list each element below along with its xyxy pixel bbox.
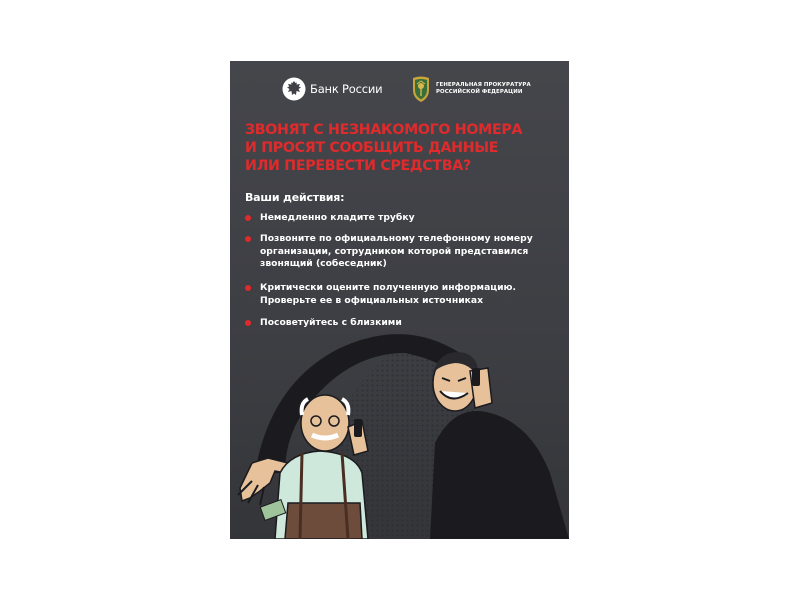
actions-title: Ваши действия: bbox=[245, 191, 345, 204]
old-man-head bbox=[301, 395, 349, 451]
old-man-trousers bbox=[285, 503, 362, 539]
headline-line-2: И ПРОСЯТ СООБЩИТЬ ДАННЫЕ bbox=[245, 140, 499, 156]
action-text bbox=[260, 282, 550, 307]
action-line: Немедленно кладите трубку bbox=[260, 212, 415, 223]
headline-line-1: ЗВОНЯТ С НЕЗНАКОМОГО НОМЕРА bbox=[245, 122, 523, 138]
prosecutor-office-name bbox=[436, 82, 546, 96]
cbr-eagle-icon bbox=[282, 77, 306, 101]
bullet-icon bbox=[245, 236, 251, 242]
logo-row bbox=[230, 75, 569, 107]
action-line: Проверьте ее в официальных источниках bbox=[260, 294, 484, 306]
old-man-phone-icon bbox=[354, 419, 362, 437]
action-line: организации, сотрудником которой представился bbox=[260, 245, 529, 257]
headline-line-3: ИЛИ ПЕРЕВЕСТИ СРЕДСТВА? bbox=[245, 158, 471, 174]
action-text bbox=[260, 212, 550, 225]
action-line: Позвоните по официальному телефонному номеру bbox=[260, 233, 533, 244]
scammer-body bbox=[430, 411, 569, 539]
bank-name: Банк России bbox=[310, 82, 383, 96]
bullet-icon bbox=[245, 215, 251, 221]
scammer-illustration bbox=[230, 323, 569, 539]
prosecutor-line-2: РОССИЙСКОЙ ФЕДЕРАЦИИ bbox=[436, 89, 523, 95]
fraud-warning-poster bbox=[230, 61, 569, 539]
scammer-phone-icon bbox=[472, 368, 480, 386]
action-text bbox=[260, 233, 550, 271]
action-line: Критически оцените полученную информацию. bbox=[260, 282, 516, 293]
action-line: Посоветуйтесь с близкими bbox=[260, 317, 402, 328]
bullet-icon bbox=[245, 285, 251, 291]
action-line: звонящий (собеседник) bbox=[260, 258, 387, 269]
headline bbox=[245, 121, 563, 175]
prosecutor-line-1: ГЕНЕРАЛЬНАЯ ПРОКУРАТУРА bbox=[436, 82, 531, 88]
prosecutor-emblem-icon bbox=[410, 75, 432, 103]
